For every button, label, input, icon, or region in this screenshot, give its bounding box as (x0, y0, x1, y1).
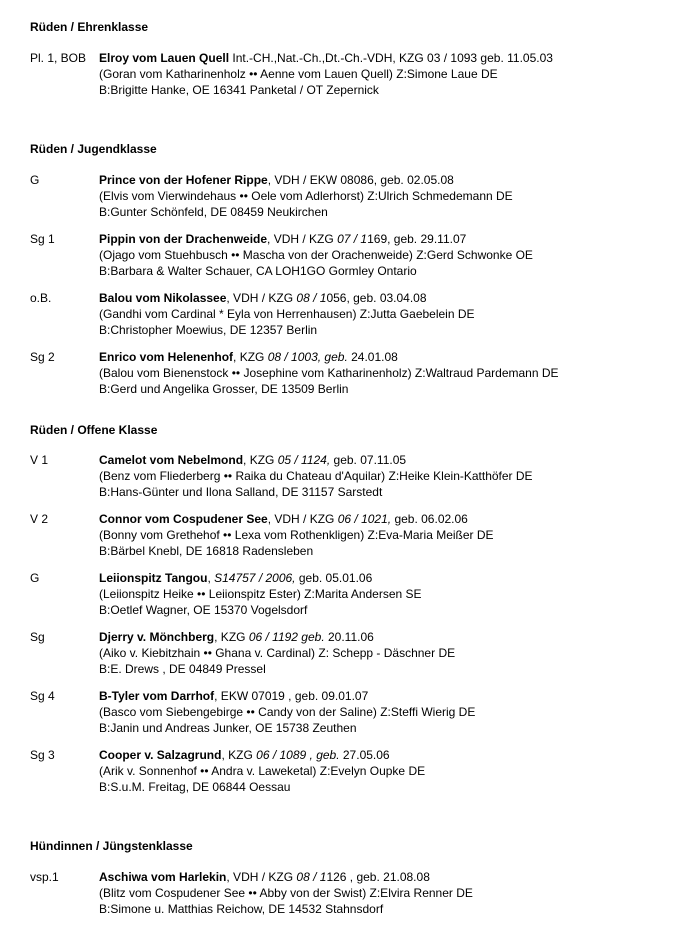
entry (30, 50, 680, 98)
dog-registration: 06 / 1021, (337, 512, 392, 526)
dog-details: , KZG (214, 630, 249, 644)
dog-details: , KZG (243, 453, 278, 467)
entry (30, 290, 680, 338)
section-ruden-offene-klasse (30, 423, 680, 795)
dog-name: Enrico vom Helenenhof (99, 350, 234, 364)
entry-placing: V 2 (30, 512, 49, 526)
entry (30, 231, 680, 279)
dog-registration: S14757 / 2006, (214, 571, 296, 585)
dog-birthdate: geb. 07.11.05 (330, 453, 407, 467)
dog-parents: (Goran vom Katharinenholz •• Aenne vom Lauen Quell) Z:Simone Laue DE (99, 67, 498, 81)
dog-breeder: B:Bärbel Knebl, DE 16818 Radensleben (99, 544, 314, 558)
dog-details: , KZG (233, 350, 268, 364)
dog-parents: (Leiionspitz Heike •• Leiionspitz Ester) Z:Marita Andersen SE (99, 587, 422, 601)
dog-details: , VDH / KZG (267, 232, 338, 246)
section-ruden-ehrenklasse (30, 20, 680, 98)
dog-breeder: B:Janin und Andreas Junker, OE 15738 Zeuthen (99, 721, 357, 735)
entry-headline (99, 570, 680, 586)
dog-name: Connor vom Cospudener See (99, 512, 268, 526)
dog-birthdate: 27.05.06 (339, 748, 390, 762)
dog-registration: 08 / 1 (296, 291, 327, 305)
dog-breeder: B:Christopher Moewius, DE 12357 Berlin (99, 323, 318, 337)
dog-parents: (Gandhi vom Cardinal * Eyla von Herrenhausen) Z:Jutta Gaebelein DE (99, 307, 475, 321)
dog-birthdate: geb. 05.01.06 (295, 571, 373, 585)
entry-headline (99, 231, 680, 247)
dog-parents: (Balou vom Bienenstock •• Josephine vom Katharinenholz) Z:Waltraud Pardemann DE (99, 366, 559, 380)
entry (30, 688, 680, 736)
dog-registration: 08 / 1 (296, 870, 327, 884)
entry-placing: Sg (30, 630, 45, 644)
dog-birthdate: 20.11.06 (324, 630, 374, 644)
dog-name: Aschiwa vom Harlekin (99, 870, 227, 884)
dog-registration: 06 / 1089 , geb. (256, 748, 340, 762)
dog-breeder: B:Simone u. Matthias Reichow, DE 14532 Stahnsdorf (99, 902, 384, 916)
entry-headline (99, 869, 680, 885)
entry-placing: Sg 4 (30, 689, 55, 703)
entry (30, 570, 680, 618)
dog-name: Camelot vom Nebelmond (99, 453, 244, 467)
dog-details: , VDH / KZG (226, 291, 297, 305)
dog-breeder: B:Hans-Günter und Ilona Salland, DE 31157 Sarstedt (99, 485, 383, 499)
dog-breeder: B:Barbara & Walter Schauer, CA LOH1GO Gormley Ontario (99, 264, 417, 278)
entry (30, 869, 680, 917)
entry-headline (99, 172, 680, 188)
entry (30, 349, 680, 397)
entry (30, 172, 680, 220)
dog-details: , EKW 07019 , geb. 09.01.07 (214, 689, 369, 703)
entry-placing: Sg 2 (30, 350, 55, 364)
section-title: Hündinnen / Jüngstenklasse (30, 839, 193, 853)
dog-breeder: B:S.u.M. Freitag, DE 06844 Oessau (99, 780, 291, 794)
dog-parents: (Arik v. Sonnenhof •• Andra v. Laweketal) Z:Evelyn Oupke DE (99, 764, 426, 778)
dog-registration: 08 / 1003, geb. (267, 350, 348, 364)
section-title: Rüden / Offene Klasse (30, 423, 158, 437)
dog-name: Balou vom Nikolassee (99, 291, 227, 305)
entry (30, 452, 680, 500)
dog-details: , KZG (221, 748, 257, 762)
entry-placing: Sg 3 (30, 748, 55, 762)
dog-birthdate: 169, geb. 29.11.07 (367, 232, 467, 246)
dog-details: , (207, 571, 215, 585)
dog-breeder: B:E. Drews , DE 04849 Pressel (99, 662, 266, 676)
dog-breeder: B:Brigitte Hanke, OE 16341 Panketal / OT Zepernick (99, 83, 379, 97)
entry-headline (99, 50, 680, 66)
entry-placing: G (30, 571, 40, 585)
dog-parents: (Bonny vom Grethehof •• Lexa vom Rothenkligen) Z:Eva-Maria Meißer DE (99, 528, 494, 542)
dog-name: Elroy vom Lauen Quell (99, 51, 230, 65)
dog-birthdate: geb. 06.02.06 (391, 512, 468, 526)
dog-birthdate: 126 , geb. 21.08.08 (326, 870, 430, 884)
dog-details: , VDH / KZG (226, 870, 297, 884)
section-ruden-jugendklasse (30, 142, 680, 397)
dog-name: Djerry v. Mönchberg (99, 630, 215, 644)
dog-name: Cooper v. Salzagrund (99, 748, 222, 762)
entry-placing: V 1 (30, 453, 49, 467)
dog-registration: 06 / 1192 geb. (248, 630, 325, 644)
dog-parents: (Elvis vom Vierwindehaus •• Oele vom Adlerhorst) Z:Ulrich Schmedemann DE (99, 189, 513, 203)
entry-headline (99, 747, 680, 763)
dog-parents: (Aiko v. Kiebitzhain •• Ghana v. Cardinal) Z: Schepp - Däschner DE (99, 646, 456, 660)
section-title: Rüden / Ehrenklasse (30, 20, 149, 34)
entry-headline (99, 349, 680, 365)
entry (30, 747, 680, 795)
entry-placing: G (30, 173, 40, 187)
dog-name: Prince von der Hofener Rippe (99, 173, 268, 187)
dog-name: Leiionspitz Tangou (99, 571, 208, 585)
dog-details: Int.-CH.,Nat.-Ch.,Dt.-Ch.-VDH, KZG 03 / 1093 geb. 11.05.03 (229, 51, 553, 65)
dog-registration: 07 / 1 (337, 232, 368, 246)
section-title: Rüden / Jugendklasse (30, 142, 157, 156)
dog-parents: (Blitz vom Cospudener See •• Abby von der Swist) Z:Elvira Renner DE (99, 886, 473, 900)
document-body (30, 20, 680, 917)
entry-placing: o.B. (30, 291, 52, 305)
section-huendinnen-juengstenklasse (30, 839, 680, 917)
dog-details: , VDH / EKW 08086, geb. 02.05.08 (267, 173, 454, 187)
dog-details: , VDH / KZG (267, 512, 338, 526)
entry-placing: vsp.1 (30, 870, 59, 884)
dog-parents: (Benz vom Fliederberg •• Raika du Chateau d'Aquilar) Z:Heike Klein-Katthöfer DE (99, 469, 533, 483)
entry-headline (99, 511, 680, 527)
entry-headline (99, 290, 680, 306)
entry-headline (99, 629, 680, 645)
dog-name: Pippin von der Drachenweide (99, 232, 268, 246)
entry-headline (99, 688, 680, 704)
dog-parents: (Ojago vom Stuehbusch •• Mascha von der Orachenweide) Z:Gerd Schwonke OE (99, 248, 533, 262)
dog-breeder: B:Gunter Schönfeld, DE 08459 Neukirchen (99, 205, 328, 219)
dog-breeder: B:Gerd und Angelika Grosser, DE 13509 Berlin (99, 382, 349, 396)
dog-registration: 05 / 1124, (277, 453, 331, 467)
entry (30, 629, 680, 677)
entry-placing: Pl. 1, BOB (30, 51, 87, 65)
entry (30, 511, 680, 559)
entry-headline (99, 452, 680, 468)
entry-placing: Sg 1 (30, 232, 55, 246)
dog-name: B-Tyler vom Darrhof (99, 689, 215, 703)
dog-birthdate: 056, geb. 03.04.08 (326, 291, 427, 305)
dog-breeder: B:Oetlef Wagner, OE 15370 Vogelsdorf (99, 603, 308, 617)
dog-birthdate: 24.01.08 (347, 350, 398, 364)
dog-parents: (Basco vom Siebengebirge •• Candy von der Saline) Z:Steffi Wierig DE (99, 705, 476, 719)
